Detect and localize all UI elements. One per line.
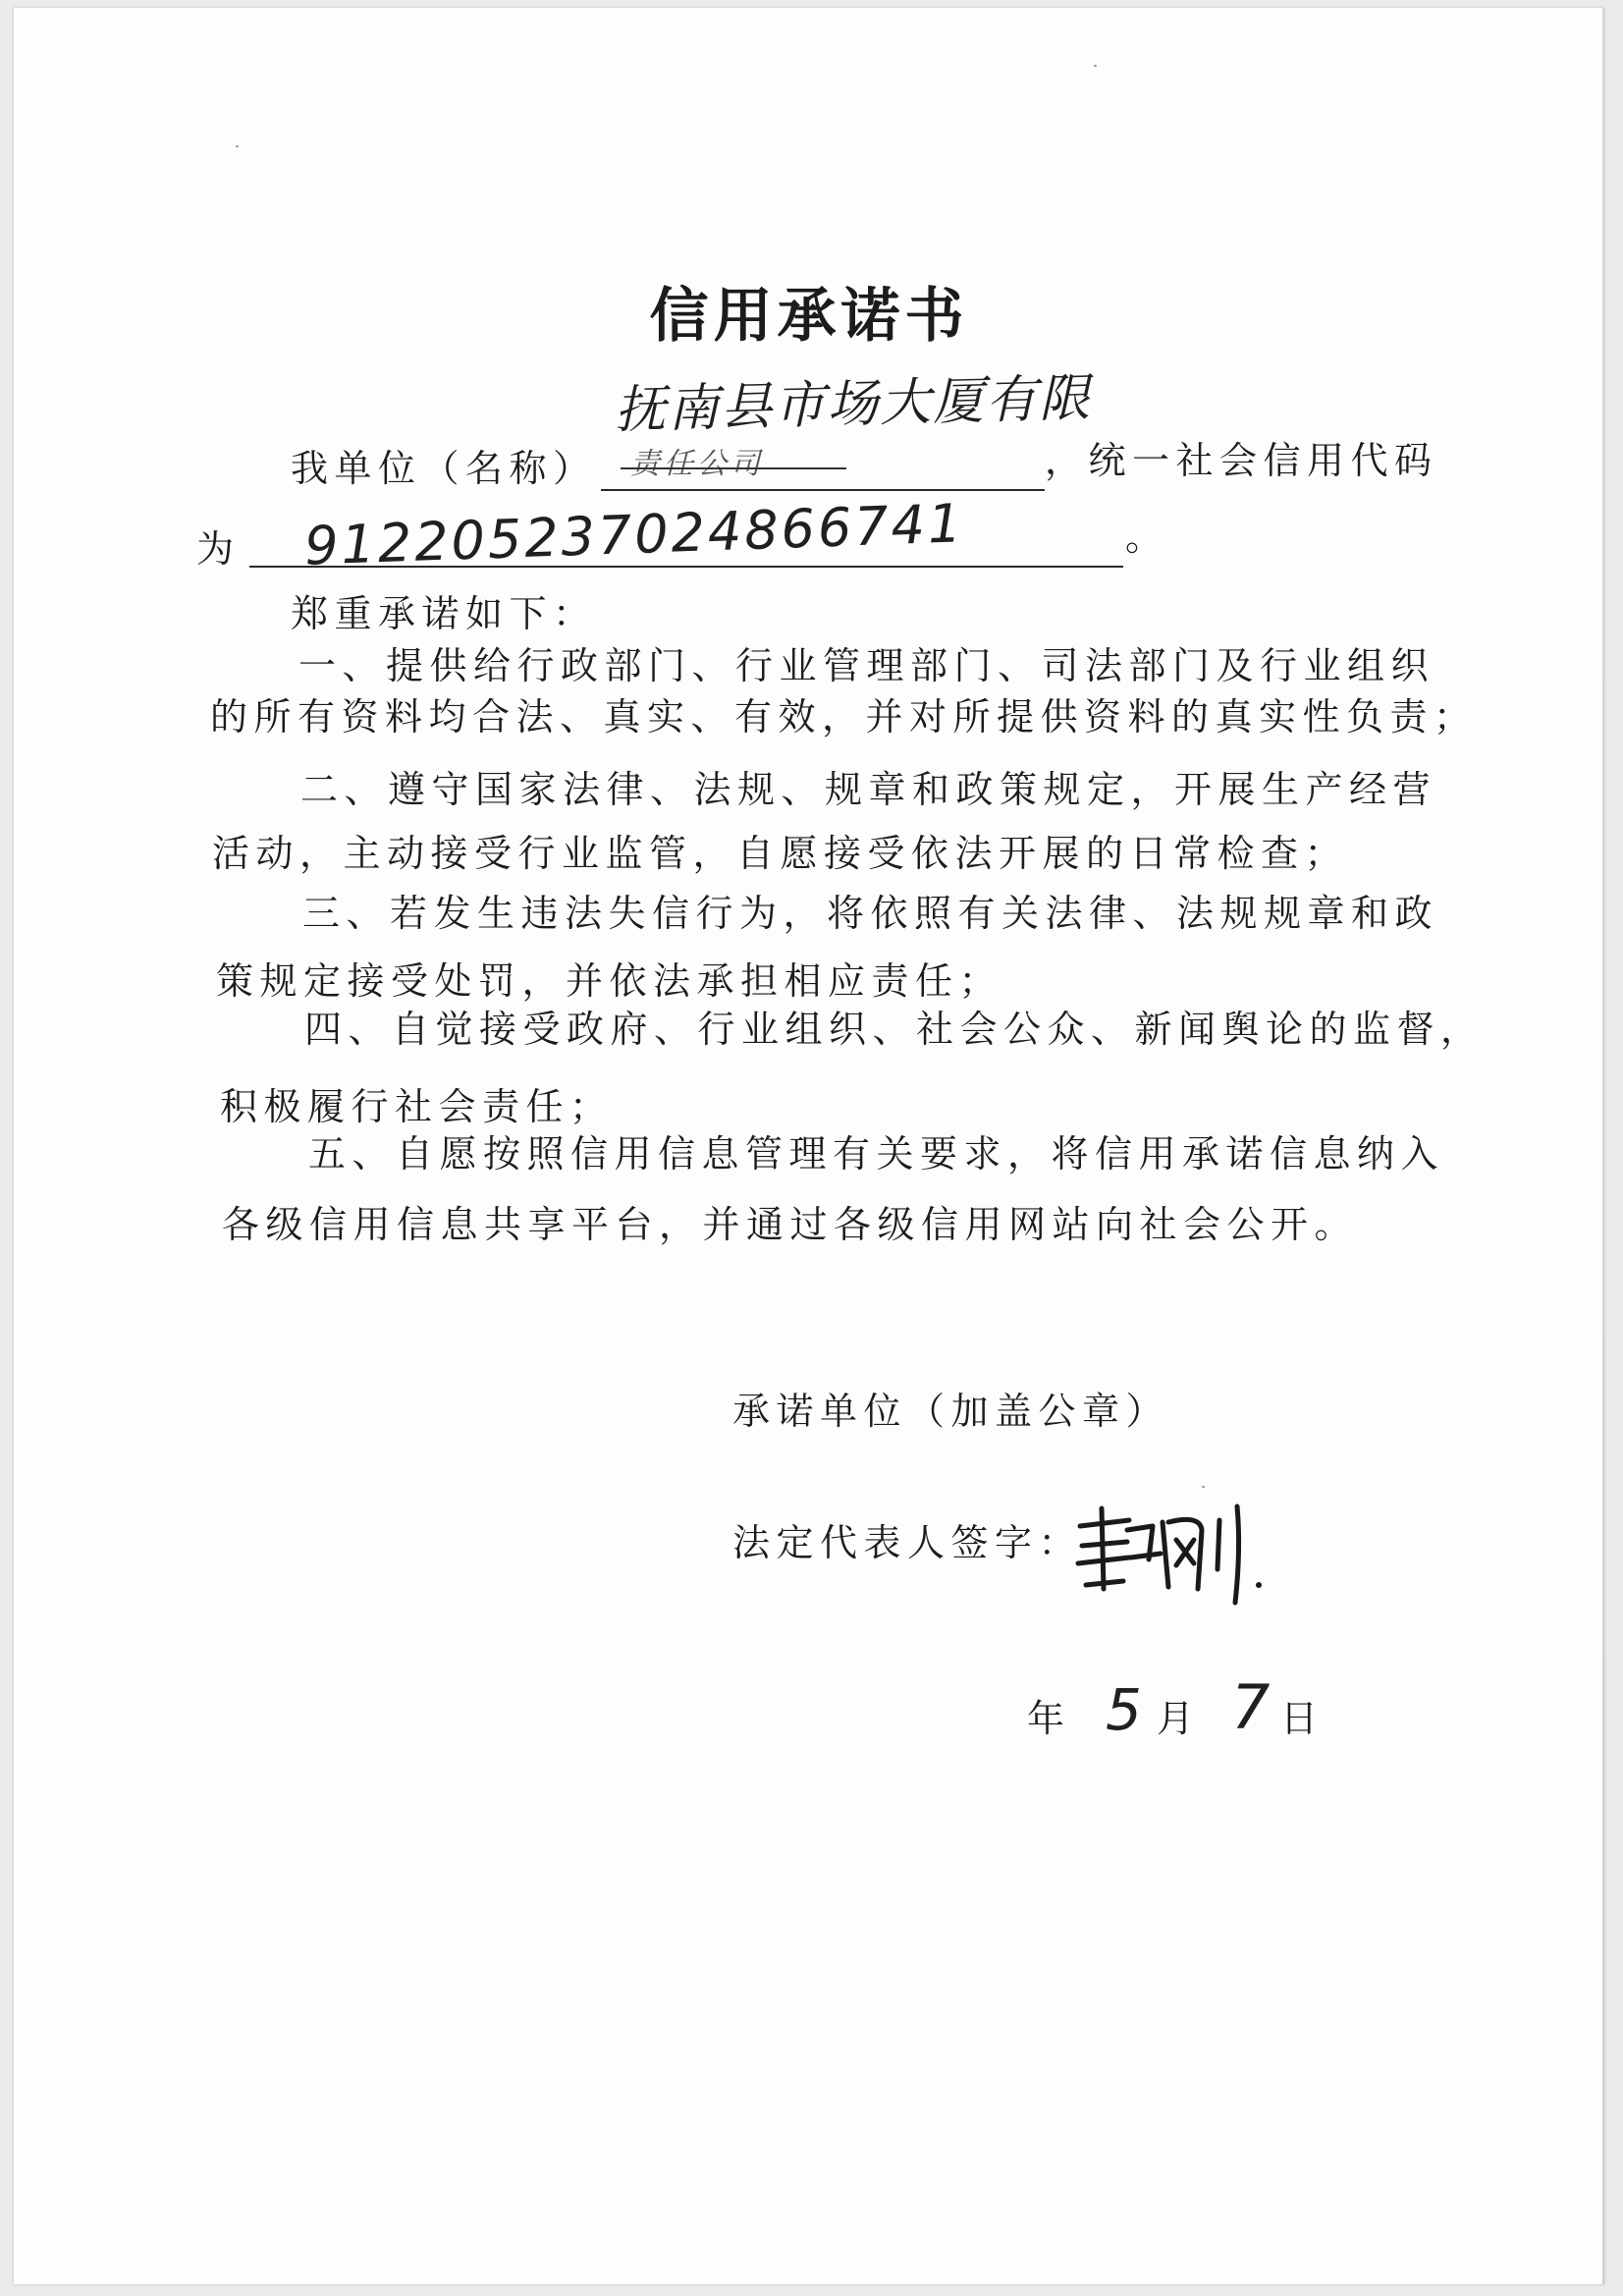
credit-code-underline: [249, 566, 1123, 568]
date-month-label: 月: [1157, 1697, 1201, 1740]
unit-name-underline: [601, 489, 1045, 491]
document-title: 信用承诺书: [649, 282, 969, 351]
commitment-line-4: 活动，主动接受行业监管，自愿接受依法开展的日常检查；: [212, 832, 1349, 875]
signature-label: 法定代表人签字：: [732, 1521, 1083, 1564]
commitment-line-6: 策规定接受处罚，并依法承担相应责任；: [216, 959, 1003, 1003]
handwritten-unit-name: 抚南县市场大厦有限: [614, 368, 1093, 441]
commitment-line-9: 五、自愿按照信用信息管理有关要求，将信用承诺信息纳入: [308, 1132, 1445, 1175]
commitment-line-10: 各级信用信息共享平台，并通过各级信用网站向社会公开。: [222, 1203, 1359, 1246]
commitment-line-7: 四、自觉接受政府、行业组织、社会公众、新闻舆论的监督，: [304, 1008, 1485, 1051]
code-prefix: 为: [196, 527, 241, 571]
commitment-line-1: 一、提供给行政部门、行业管理部门、司法部门及行业组织: [298, 644, 1435, 687]
unit-label: 我单位（名称）: [291, 447, 597, 490]
commitment-line-3: 二、遵守国家法律、法规、规章和政策规定，开展生产经营: [300, 768, 1437, 811]
commitment-line-2: 的所有资料均合法、真实、有效，并对所提供资料的真实性负责；: [210, 695, 1478, 738]
scan-speck: [236, 145, 239, 147]
handwritten-month: 5: [1106, 1676, 1142, 1743]
seal-label: 承诺单位（加盖公章）: [732, 1390, 1170, 1433]
handwritten-day: 7: [1231, 1671, 1271, 1743]
strike-through: [621, 467, 846, 469]
date-day-label: 日: [1280, 1697, 1325, 1740]
scan-speck: [1202, 1486, 1205, 1488]
handwritten-unit-name-continued: 责任公司: [630, 447, 764, 481]
handwritten-credit-code: 912205237024866741: [303, 492, 966, 577]
scan-speck: [1094, 65, 1097, 67]
credit-code-label: ，统一社会信用代码: [1045, 439, 1438, 482]
handwritten-signature: [1072, 1501, 1308, 1609]
intro-text: 郑重承诺如下：: [291, 592, 597, 635]
commitment-line-5: 三、若发生违法失信行为，将依照有关法律、法规规章和政: [302, 892, 1439, 935]
code-end-mark: 。: [1125, 516, 1169, 559]
date-year-label: 年: [1027, 1697, 1071, 1740]
commitment-line-8: 积极履行社会责任；: [220, 1085, 614, 1128]
document-page: [14, 8, 1604, 2284]
